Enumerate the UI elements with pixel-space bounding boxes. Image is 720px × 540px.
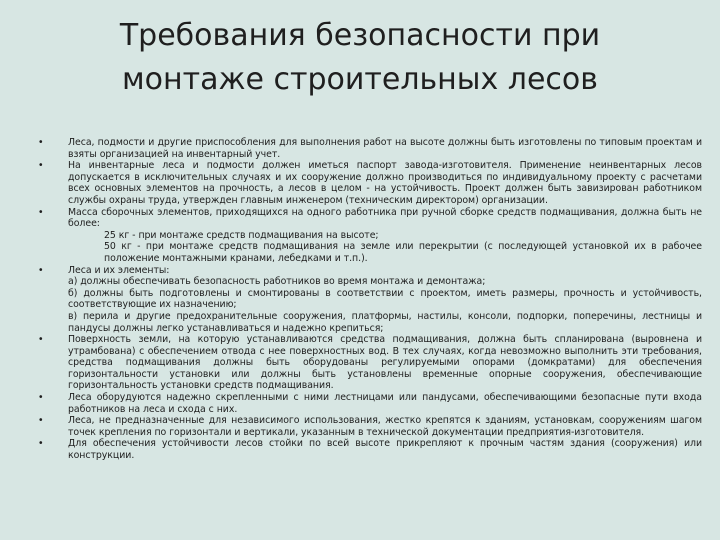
bullet-subitem: 50 кг - при монтаже средств подмащивания на земле или перекрытии (с последующей установкой их в рабочее положение монтажными кранами, лебедками и т.п.). <box>104 241 702 264</box>
bullet-item <box>38 137 702 160</box>
bullet-paragraph: а) должны обеспечивать безопасность работников во время монтажа и демонтажа; <box>68 276 486 288</box>
bullet-paragraph: в) перила и другие предохранительные сооружения, платформы, настилы, консоли, подпорки, поперечины, лестницы и пандусы должны легко устанавливаться и надежно крепиться; <box>68 310 702 334</box>
bullet-item <box>38 265 702 335</box>
bullet-item <box>38 415 702 438</box>
bullet-paragraph: • Для обеспечения устойчивости лесов стойки по всей высоте прикрепляют к прочным частям здания (сооружения) или конструкции. <box>68 438 702 462</box>
bullet-item <box>38 392 702 415</box>
title-line-2: монтаже строительных лесов <box>122 62 598 97</box>
bullet-subitem: 25 кг - при монтаже средств подмащивания на высоте; <box>104 229 379 241</box>
title-line-1: Требования безопасности при <box>119 18 601 53</box>
bullet-item <box>38 334 702 392</box>
bullet-item <box>38 438 702 461</box>
bullet-paragraph: • Леса и их элементы: <box>68 264 170 276</box>
bullet-item <box>38 160 702 206</box>
slide-title <box>60 14 660 102</box>
bullet-paragraph: • Леса, подмости и другие приспособления для выполнения работ на высоте должны быть изготовлены по типовым проектам и взяты организацией на инвентарный учет. <box>68 137 702 160</box>
bullet-paragraph: • Леса оборудуются надежно скрепленными с ними лестницами или пандусами, обеспечивающими безопасные пути входа работников на леса и схода с них. <box>68 392 702 415</box>
bullet-list <box>38 137 702 462</box>
bullet-paragraph: б) должны быть подготовлены и смонтированы в соответствии с проектом, иметь размеры, прочность и устойчивость, соответствующие их назначению; <box>68 287 702 311</box>
bullet-paragraph: • Масса сборочных элементов, приходящихся на одного работника при ручной сборке средств подмащивания, должна быть не более: <box>68 206 702 230</box>
bullet-paragraph: • Поверхность земли, на которую устанавливаются средства подмащивания, должна быть спланирована (выровнена и утрамбована) с обеспечением отвода с нее поверхностных вод. В тех случаях, когда невозможно выполнить эти требования, средства подмащивания должны быть оборудованы регулируемыми опорами (домкратами) для обеспечения горизонтальности установки или должны быть установлены временные опорные сооружения, обеспечивающие горизонтальность установки средств подмащивания. <box>68 334 702 392</box>
bullet-item <box>38 207 702 265</box>
bullet-paragraph: • На инвентарные леса и подмости должен иметься паспорт завода-изготовителя. Применение неинвентарных лесов допускается в исключительных случаях и их сооружение должно производиться по индивидуальному проекту с расчетами всех основных элементов на прочность, а лесов в целом - на устойчивость. Проект должен быть завизирован работником службы охраны труда, утвержден главным инженером (техническим директором) организации. <box>68 160 702 206</box>
bullet-paragraph: • Леса, не предназначенные для независимого использования, жестко крепятся к зданиям, установкам, сооружениям шагом точек крепления по горизонтали и вертикали, указанным в технической документации предприятия-изготовителя. <box>68 415 702 438</box>
